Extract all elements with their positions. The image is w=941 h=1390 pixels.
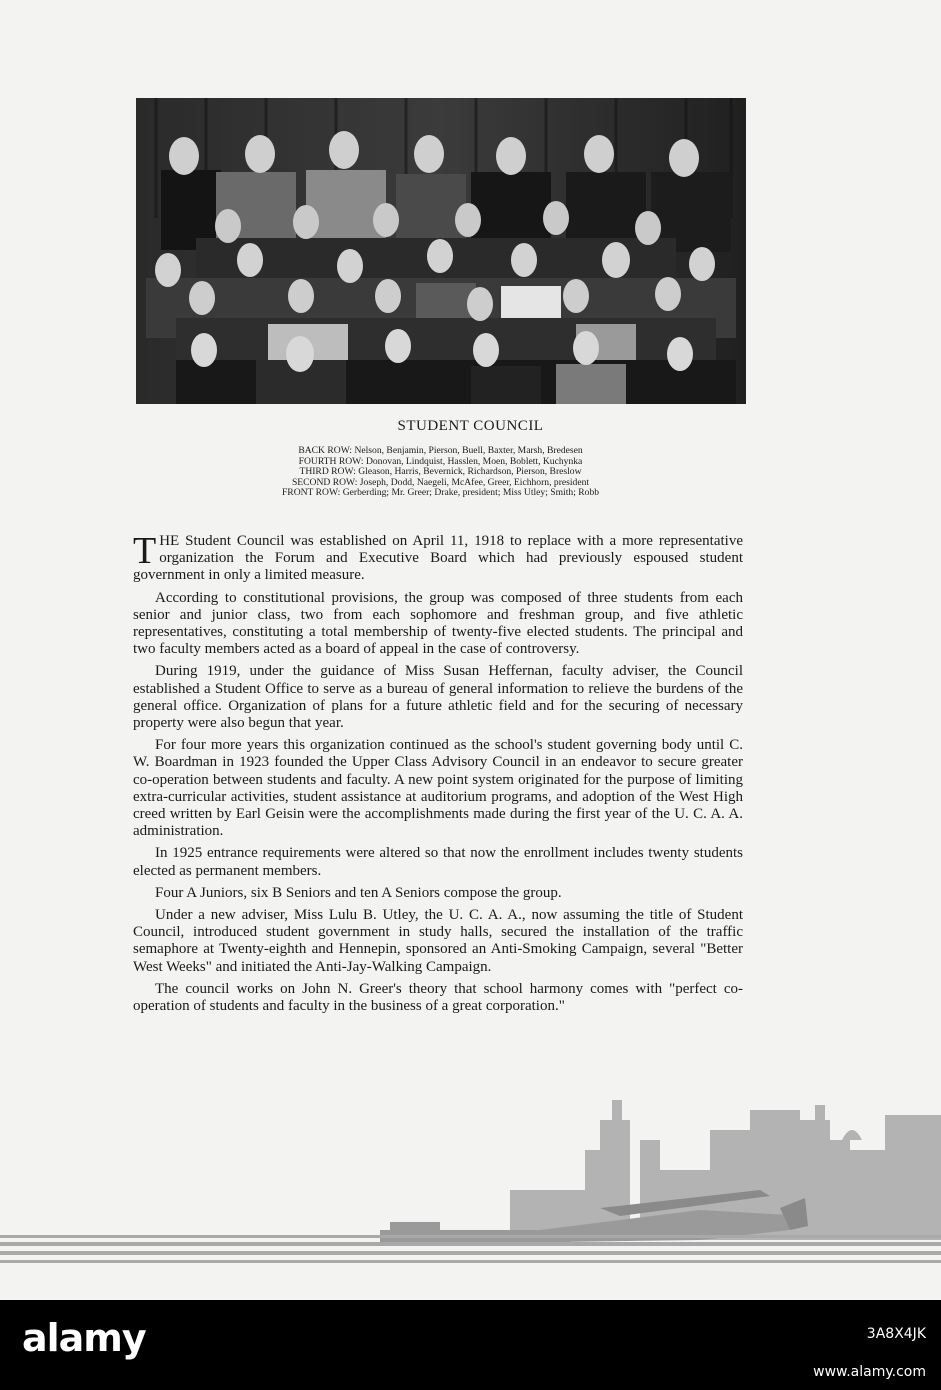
caption-third-row: THIRD ROW: Gleason, Harris, Bevernick, Richardson, Pierson, Breslow <box>299 466 582 478</box>
caption-title: STUDENT COUNCIL <box>397 418 544 434</box>
caption-rows <box>0 446 881 499</box>
group-photo <box>136 98 746 404</box>
paragraph-2: According to constitutional provisions, the group was composed of three students from each senior and junior class, two from each sophomore and freshman group, and five athletic representatives, constituting a total membership of twenty-five elected students. The principal and two faculty members acted as a board of appeal in the case of controversy. <box>133 589 743 658</box>
caption-fourth-row: FOURTH ROW: Donovan, Lindquist, Hasslen, Moen, Boblett, Kuchynka <box>298 455 583 467</box>
site-url: www.alamy.com <box>813 1364 926 1380</box>
paragraph-8: The council works on John N. Greer's theory that school harmony comes with "perfect co-operation of students and faculty in the business of a great corporation." <box>133 980 743 1015</box>
skyline-illustration <box>0 1090 941 1300</box>
paragraph-7: Under a new adviser, Miss Lulu B. Utley, the U. C. A. A., now assuming the title of Student Council, introduced student government in study halls, secured the installation of the traffic semaphore at Twenty-eighth and Hennepin, sponsored an Anti-Smoking Campaign, several "Better West Weeks" and initiated the Anti-Jay-Walking Campaign. <box>133 907 743 975</box>
caption-back-row: BACK ROW: Nelson, Benjamin, Pierson, Buell, Baxter, Marsh, Bredesen <box>298 445 583 456</box>
paragraph-1 <box>133 530 743 585</box>
group-photo-illustration <box>136 98 746 404</box>
alamy-logo: alamy <box>22 1316 146 1360</box>
paragraph-1-text: HE Student Council was established on April 11, 1918 to replace with a more representative organization the Forum and Executive Board which had previously espoused student government in only a limited measure. <box>133 533 743 584</box>
paragraph-3: During 1919, under the guidance of Miss Susan Heffernan, faculty adviser, the Council established a Student Office to serve as a bureau of general information to relieve the burdens of the general office. Organization of plans for a future athletic field and for the securing of necessary property were also begun that year. <box>133 663 743 732</box>
paragraph-5: In 1925 entrance requirements were altered so that now the enrollment includes twenty students elected as permanent members. <box>133 845 743 879</box>
image-id: 3A8X4JK <box>866 1326 926 1342</box>
paragraph-4: For four more years this organization continued as the school's student governing body until C. W. Boardman in 1923 founded the Upper Class Advisory Council in an endeavor to secure greater co-operation between students and faculty. A new point system originated for the purpose of limiting extra-curricular activities, student assistance at auditorium programs, and adoption of the West High creed written by Earl Geisin were the accomplishments made during the first year of the U. C. A. A. administration. <box>133 737 743 840</box>
drop-cap: T <box>133 530 157 572</box>
caption-front-row: FRONT ROW: Gerberding; Mr. Greer; Drake, president; Miss Utley; Smith; Robb <box>281 487 600 499</box>
article-body <box>133 530 743 1020</box>
paragraph-6: Four A Juniors, six B Seniors and ten A Seniors compose the group. <box>155 884 562 901</box>
caption-second-row: SECOND ROW: Joseph, Dodd, Naegeli, McAfee, Greer, Eichhorn, president <box>291 476 590 488</box>
